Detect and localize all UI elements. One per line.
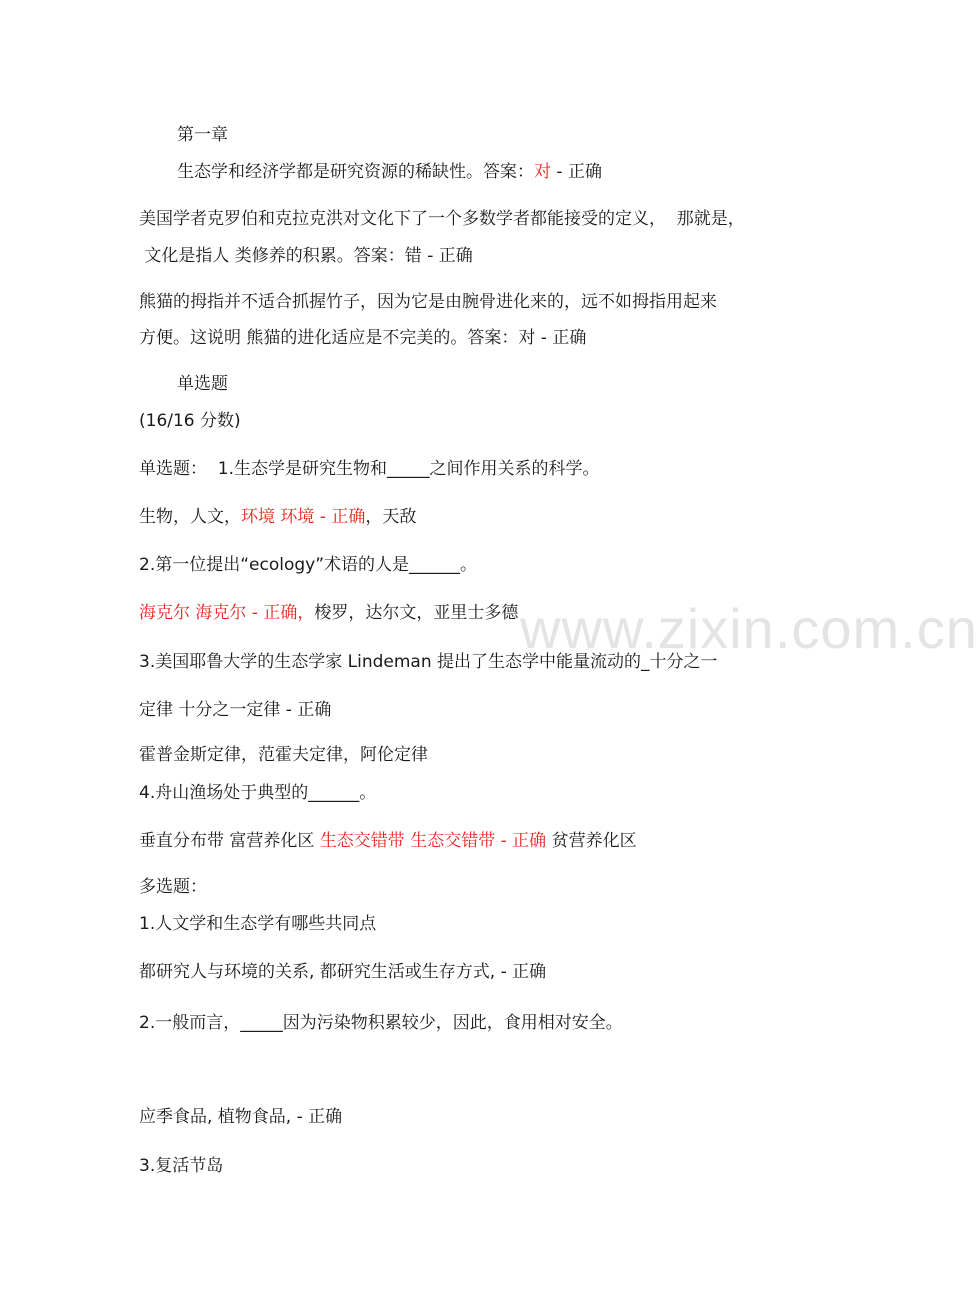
- mc-question-1: 1.人文学和生态学有哪些共同点: [139, 914, 377, 934]
- sc-question-2-options: [139, 602, 518, 624]
- mc-question-2-answer: 应季食品, 植物食品, - 正确: [139, 1107, 343, 1127]
- mc-question-3: 3.复活节岛: [139, 1156, 224, 1176]
- correct-option: 环境 环境 - 正确: [241, 507, 366, 527]
- tf-question-2-line2: 文化是指人 类修养的积累。答案：错 - 正确: [139, 246, 473, 266]
- sc-question-4: 4.舟山渔场处于典型的______。: [139, 783, 377, 803]
- sc-question-1-options: [139, 506, 416, 528]
- mc-question-2: 2.一般而言，_____因为污染物积累较少，因此，食用相对安全。: [139, 1013, 623, 1033]
- tf-question-3-line2: 方便。这说明 熊猫的进化适应是不完美的。答案：对 - 正确: [139, 328, 587, 348]
- tf-question-2-line1: 美国学者克罗伯和克拉克洪对文化下了一个多数学者都能接受的定义， 那就是，: [139, 209, 745, 229]
- option-text: 生物，人文，: [139, 507, 241, 527]
- watermark: www.zixin.com.cn: [520, 597, 978, 660]
- sc-question-4-options: [139, 830, 637, 852]
- single-choice-heading: 单选题: [177, 374, 228, 394]
- sc-question-3: 3.美国耶鲁大学的生态学家 Lindeman 提出了生态学中能量流动的_十分之一: [139, 652, 718, 672]
- question-text: 生态学和经济学都是研究资源的稀缺性。答案：: [177, 162, 534, 182]
- tf-question-1: [177, 161, 602, 183]
- score: (16/16 分数): [139, 411, 241, 431]
- answer-value: 对: [534, 162, 551, 182]
- mc-question-1-answer: 都研究人与环境的关系, 都研究生活或生存方式, - 正确: [139, 962, 547, 982]
- option-text: 贫营养化区: [546, 831, 637, 851]
- sc-question-3-answer: 定律 十分之一定律 - 正确: [139, 700, 332, 720]
- chapter-heading: 第一章: [177, 125, 228, 145]
- multi-choice-heading: 多选题：: [139, 877, 207, 897]
- option-text: 梭罗，达尔文，亚里士多德: [314, 603, 519, 623]
- result-text: - 正确: [551, 162, 602, 182]
- sc-question-1: 单选题： 1.生态学是研究生物和_____之间作用关系的科学。: [139, 459, 600, 479]
- option-text: ，天敌: [365, 507, 417, 527]
- option-text: 垂直分布带 富营养化区: [139, 831, 320, 851]
- tf-question-3-line1: 熊猫的拇指并不适合抓握竹子，因为它是由腕骨进化来的，远不如拇指用起来: [139, 292, 717, 312]
- correct-option: 海克尔 海克尔 - 正确，: [139, 603, 315, 623]
- correct-option: 生态交错带 生态交错带 - 正确: [319, 831, 547, 851]
- sc-question-3-options: 霍普金斯定律，范霍夫定律，阿伦定律: [139, 745, 428, 765]
- sc-question-2: 2.第一位提出“ecology”术语的人是______。: [139, 555, 478, 575]
